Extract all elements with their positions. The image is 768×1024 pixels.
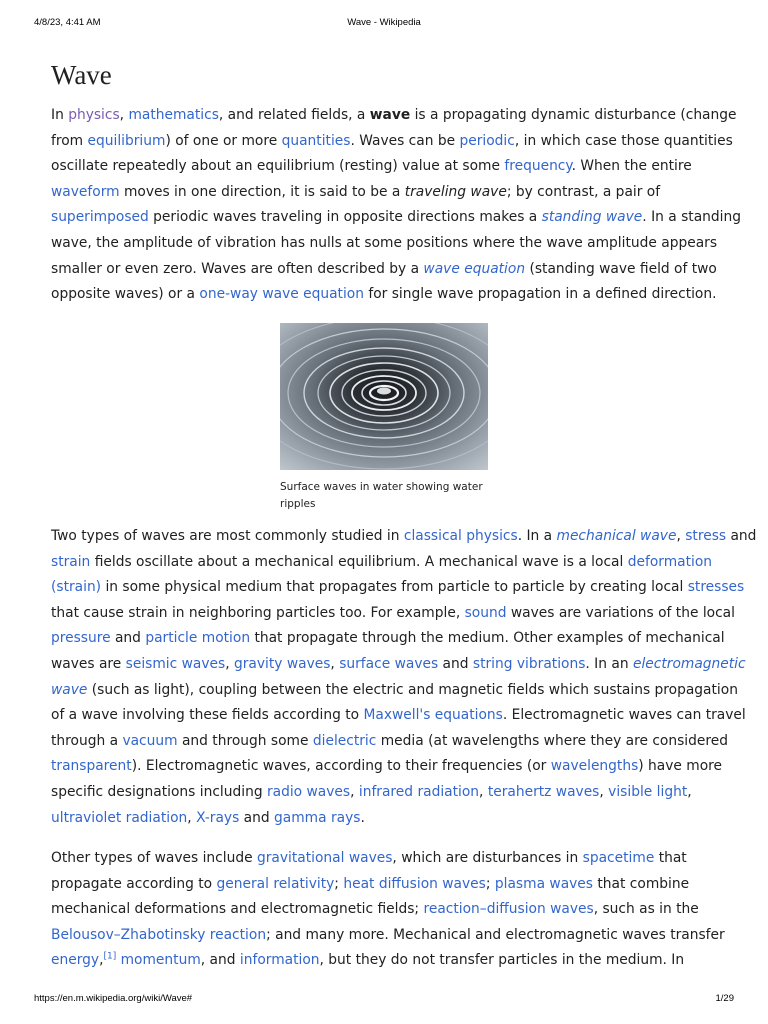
- term-wave: wave: [369, 107, 411, 123]
- print-url: https://en.m.wikipedia.org/wiki/Wave#: [34, 993, 193, 1004]
- link-stresses[interactable]: stresses: [687, 579, 745, 596]
- link-seismic-waves[interactable]: seismic waves: [125, 655, 226, 672]
- print-page-number: 1/29: [715, 993, 734, 1004]
- link-superimposed[interactable]: superimposed: [51, 209, 149, 226]
- link-one-way-wave-equation[interactable]: one-way wave equation: [199, 286, 364, 303]
- link-visible-light[interactable]: visible light: [608, 783, 688, 800]
- link-strain[interactable]: strain: [51, 553, 91, 570]
- link-frequency[interactable]: frequency: [504, 158, 572, 175]
- link-energy[interactable]: energy: [51, 952, 100, 969]
- reference-1[interactable]: [1]: [103, 951, 117, 962]
- link-dielectric[interactable]: dielectric: [312, 732, 377, 749]
- link-gamma-rays[interactable]: gamma rays: [274, 809, 361, 826]
- link-momentum[interactable]: momentum: [120, 952, 201, 969]
- link-gravitational-waves[interactable]: gravitational waves: [256, 850, 393, 866]
- link-electromagnetic-wave[interactable]: electromagnetic: [632, 655, 746, 672]
- link-reaction-diffusion-waves[interactable]: reaction–diffusion waves: [423, 901, 594, 918]
- link-electromagnetic-wave-cont[interactable]: wave: [51, 681, 88, 698]
- mechanical-em-paragraph: Two types of waves are most commonly studied in classical physics. In a mechanical wave, stress and strain fields oscillate about a mechanical equilibrium. A mechanical wave is a local deformation (strain) in some physical medium that propagates from particle to particle by creating local stresses that cause strain in neighboring particles too. For example, sound waves are variations of the local pressure and particle motion that propagate through the medium. Other examples of mechanical waves are seismic waves, gravity waves, surface waves and string vibrations. In an electromagnetic wave (such as light), coupling between the electric and magnetic fields which sustains propagation of a wave involving these fields according to Maxwell's equations. Electromagnetic waves can travel through a vacuum and through some dielectric media (at wavelengths where they are considered transparent). Electromagnetic waves, according to their frequencies (or wavelengths) have more specific designations including radio waves, infrared radiation, terahertz waves, visible light, ultraviolet radiation, X-rays and gamma rays.: [51, 528, 757, 826]
- link-general-relativity[interactable]: general relativity: [216, 875, 335, 892]
- link-surface-waves[interactable]: surface waves: [339, 655, 439, 672]
- link-wavelengths[interactable]: wavelengths: [550, 758, 639, 775]
- link-wave-equation[interactable]: wave equation: [423, 260, 526, 277]
- figure-caption: Surface waves in water showing water ripples: [280, 481, 483, 510]
- link-infrared-radiation[interactable]: infrared radiation: [358, 783, 480, 800]
- link-equilibrium[interactable]: equilibrium: [87, 132, 166, 149]
- page-title: Wave: [51, 60, 112, 90]
- link-string-vibrations[interactable]: string vibrations: [472, 655, 586, 672]
- link-transparent[interactable]: transparent: [51, 758, 132, 775]
- link-vacuum[interactable]: vacuum: [122, 732, 178, 749]
- link-spacetime[interactable]: spacetime: [582, 850, 655, 866]
- link-deformation[interactable]: deformation: [627, 553, 713, 570]
- print-footer: [0, 993, 768, 1007]
- link-information[interactable]: information: [239, 952, 320, 969]
- ripples-illustration: [280, 323, 488, 470]
- other-waves-paragraph: Other types of waves include gravitational waves, which are disturbances in spacetime that propagate according to general relativity; heat diffusion waves; plasma waves that combine mechanical deformations and electromagnetic fields; reaction–diffusion waves, such as in the Belousov–Zhabotinsky reaction; and many more. Mechanical and electromagnetic waves transfer energy,[1] momentum, and information, but they do not transfer particles in the medium. In: [51, 850, 725, 969]
- link-waveform[interactable]: waveform: [51, 183, 120, 200]
- link-ultraviolet-radiation[interactable]: ultraviolet radiation: [51, 809, 188, 826]
- link-quantities[interactable]: quantities: [281, 132, 351, 149]
- link-mathematics[interactable]: mathematics: [128, 107, 219, 123]
- link-mechanical-wave[interactable]: mechanical wave: [556, 528, 677, 544]
- link-gravity-waves[interactable]: gravity waves: [233, 655, 331, 672]
- print-page-title: Wave - Wikipedia: [347, 17, 421, 28]
- intro-paragraph: In physics, mathematics, and related fields, a wave is a propagating dynamic disturbance (change from equilibrium) of one or more quantities. Waves can be periodic, in which case those quantities oscillate repeatedly about an equilibrium (resting) value at some frequency. When the entire waveform moves in one direction, it is said to be a traveling wave; by contrast, a pair of superimposed periodic waves traveling in opposite directions makes a standing wave. In a standing wave, the amplitude of vibration has nulls at some positions where the wave amplitude appears smaller or even zero. Waves are often described by a wave equation (standing wave field of two opposite waves) or a one-way wave equation for single wave propagation in a defined direction.: [51, 107, 741, 303]
- link-terahertz-waves[interactable]: terahertz waves: [487, 783, 600, 800]
- link-periodic[interactable]: periodic: [459, 132, 515, 149]
- link-radio-waves[interactable]: radio waves: [266, 783, 351, 800]
- link-heat-diffusion-waves[interactable]: heat diffusion waves: [343, 875, 486, 892]
- link-stress[interactable]: stress: [685, 528, 727, 544]
- link-x-rays[interactable]: X-rays: [196, 809, 240, 826]
- link-classical-physics[interactable]: classical physics: [403, 528, 518, 544]
- link-standing-wave[interactable]: standing wave: [541, 209, 643, 226]
- water-ripples-image[interactable]: [280, 323, 488, 470]
- link-physics[interactable]: physics: [68, 107, 120, 123]
- link-plasma-waves[interactable]: plasma waves: [494, 875, 593, 892]
- link-pressure[interactable]: pressure: [51, 630, 111, 647]
- link-maxwells-equations[interactable]: Maxwell's equations: [363, 707, 503, 724]
- link-particle-motion[interactable]: particle motion: [145, 630, 251, 647]
- link-strain-paren[interactable]: (strain): [51, 579, 102, 596]
- print-header: [0, 17, 768, 31]
- link-sound[interactable]: sound: [464, 604, 507, 621]
- print-datetime: 4/8/23, 4:41 AM: [34, 17, 101, 28]
- link-belousov-zhabotinsky[interactable]: Belousov–Zhabotinsky reaction: [51, 926, 267, 943]
